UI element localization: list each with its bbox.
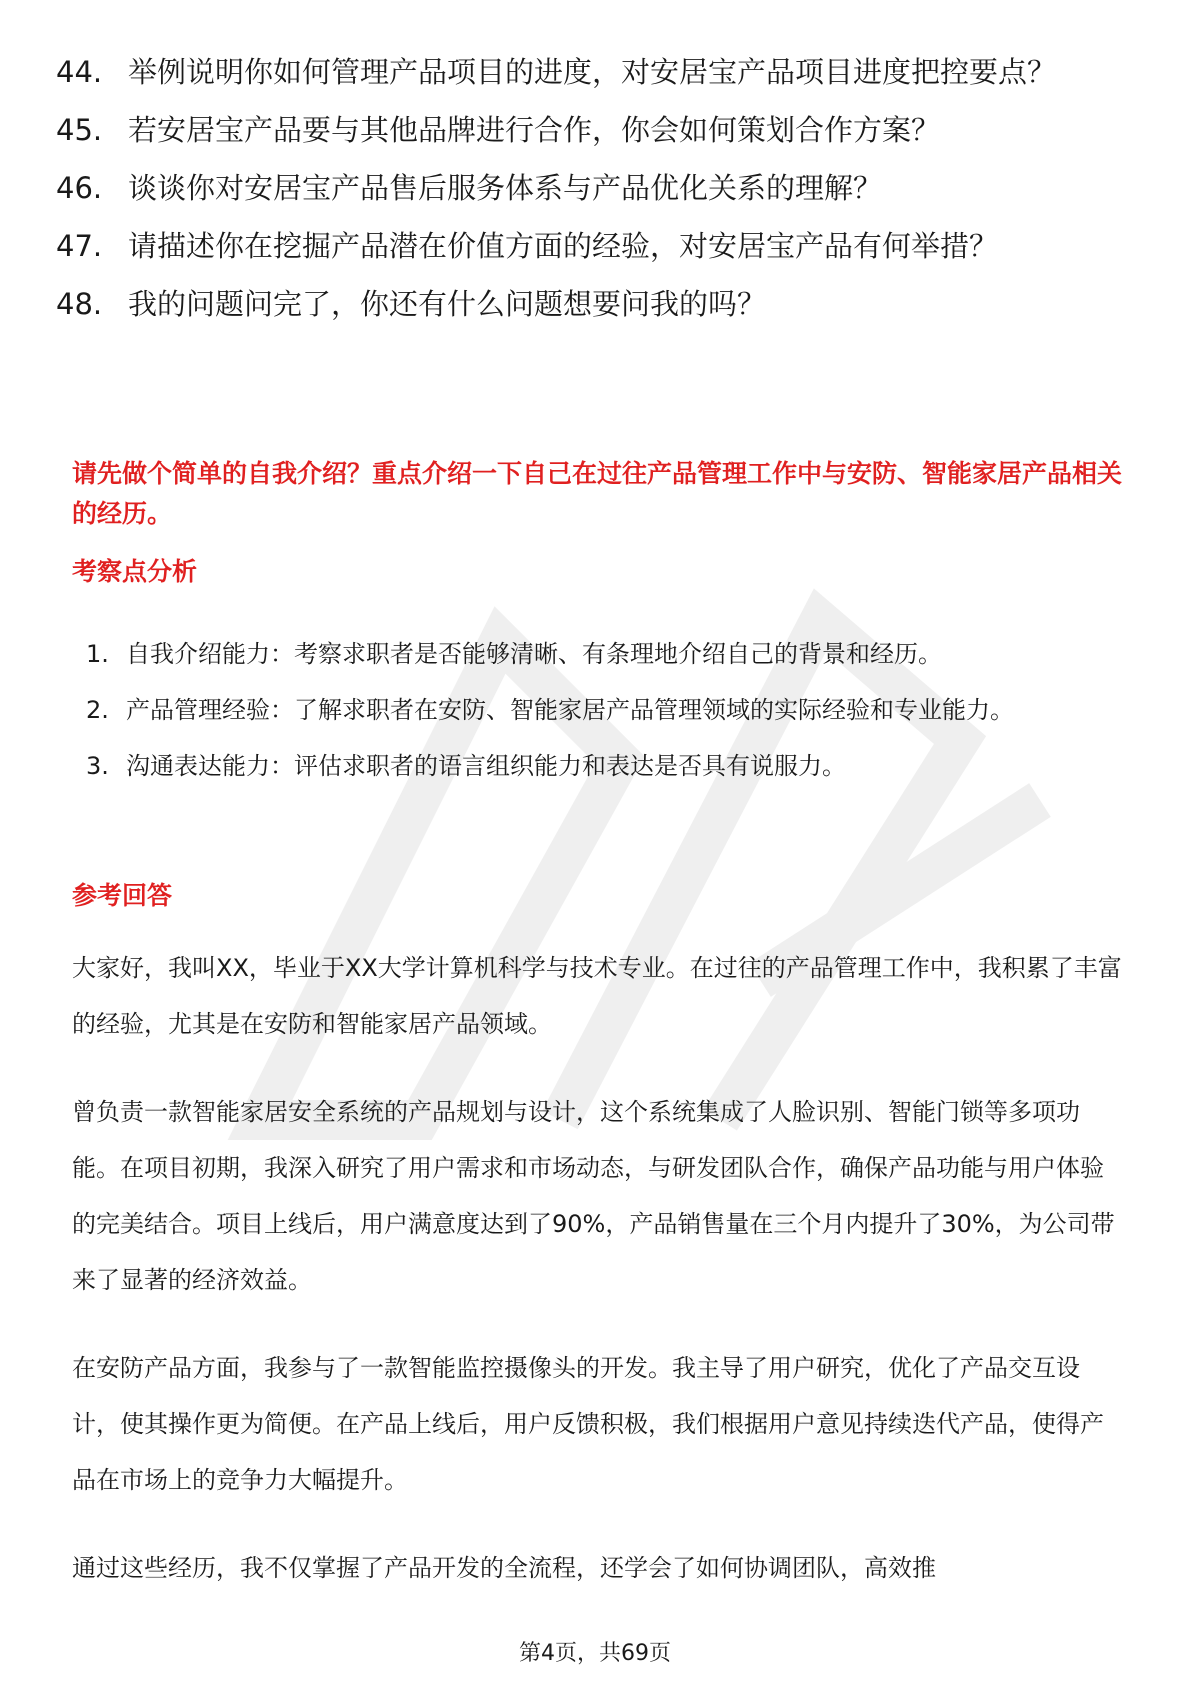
question-item (56, 108, 1136, 152)
answer-paragraph: 通过这些经历，我不仅掌握了产品开发的全流程，还学会了如何协调团队，高效推 (72, 1554, 936, 1582)
analysis-point (72, 682, 1122, 738)
question-item (56, 50, 1136, 94)
question-number: 47. (56, 229, 103, 263)
question-text: 我的问题问完了，你还有什么问题想要问我的吗？ (128, 287, 767, 321)
question-text: 谈谈你对安居宝产品售后服务体系与产品优化关系的理解？ (128, 171, 883, 205)
page-footer: 第4页，共69页 (519, 1641, 671, 1666)
answer-paragraph: 在安防产品方面，我参与了一款智能监控摄像头的开发。我主导了用户研究，优化了产品交互设计，使其操作更为简便。在产品上线后，用户反馈积极，我们根据用户意见持续迭代产品，使得产品在市场上的竞争力大幅提升。 (72, 1354, 1104, 1494)
question-item (56, 224, 1136, 268)
point-number: 2. (86, 696, 109, 724)
point-text: 产品管理经验：了解求职者在安防、智能家居产品管理领域的实际经验和专业能力。 (126, 696, 1014, 724)
answer-title: 参考回答 (72, 881, 173, 910)
highlighted-question: 请先做个简单的自我介绍？重点介绍一下自己在过往产品管理工作中与安防、智能家居产品相关的经历。 (72, 459, 1123, 528)
analysis-point (72, 626, 1122, 682)
analysis-point (72, 738, 1122, 794)
analysis-points (72, 626, 1122, 794)
point-text: 自我介绍能力：考察求职者是否能够清晰、有条理地介绍自己的背景和经历。 (126, 640, 942, 668)
question-number: 44. (56, 55, 103, 89)
answer-paragraph: 大家好，我叫XX，毕业于XX大学计算机科学与技术专业。在过往的产品管理工作中，我积累了丰富的经验，尤其是在安防和智能家居产品领域。 (72, 954, 1122, 1038)
answer-body (72, 940, 1122, 1628)
question-number: 46. (56, 171, 103, 205)
question-text: 若安居宝产品要与其他品牌进行合作，你会如何策划合作方案？ (128, 113, 941, 147)
question-list (56, 50, 1136, 340)
question-text: 请描述你在挖掘产品潜在价值方面的经验，对安居宝产品有何举措？ (128, 229, 999, 263)
analysis-title: 考察点分析 (72, 557, 198, 586)
question-item (56, 282, 1136, 326)
point-number: 3. (86, 752, 109, 780)
question-number: 48. (56, 287, 103, 321)
question-number: 45. (56, 113, 103, 147)
question-item (56, 166, 1136, 210)
point-text: 沟通表达能力：评估求职者的语言组织能力和表达是否具有说服力。 (126, 752, 846, 780)
point-number: 1. (86, 640, 109, 668)
answer-paragraph: 曾负责一款智能家居安全系统的产品规划与设计，这个系统集成了人脸识别、智能门锁等多项功能。在项目初期，我深入研究了用户需求和市场动态，与研发团队合作，确保产品功能与用户体验的完美结合。项目上线后，用户满意度达到了90%，产品销售量在三个月内提升了30%，为公司带来了显著的经济效益。 (72, 1098, 1115, 1294)
question-text: 举例说明你如何管理产品项目的进度，对安居宝产品项目进度把控要点？ (128, 55, 1057, 89)
